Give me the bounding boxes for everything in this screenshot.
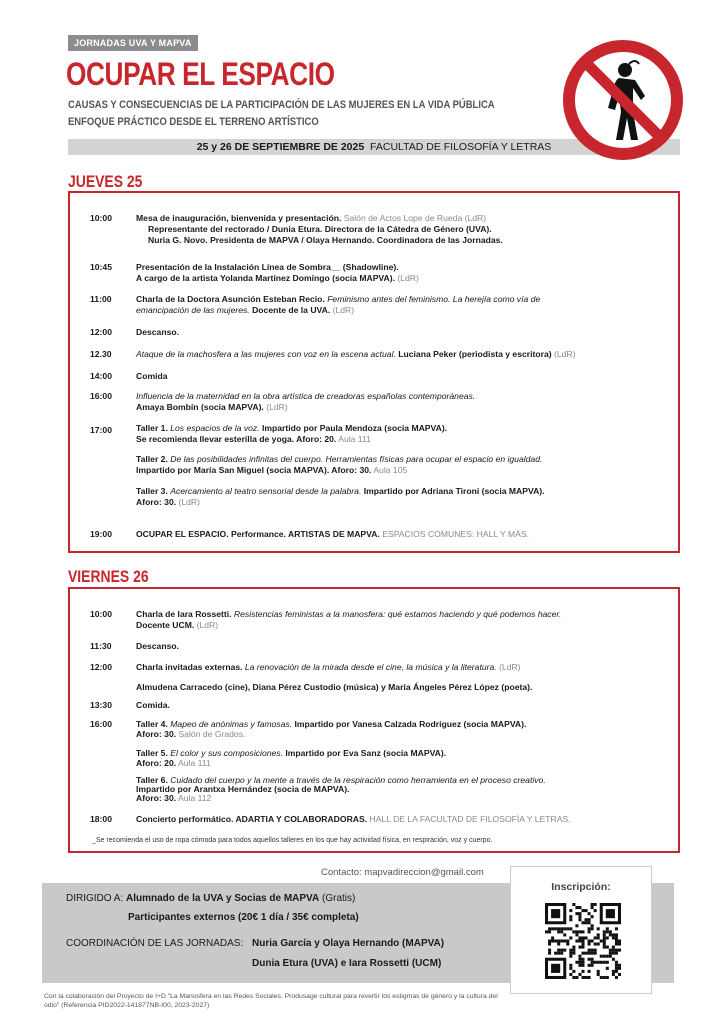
clothing-note: _Se recomienda el uso de ropa cómoda para todos aquellos talleres en los que hay actividad física, en respiración, voz y cuerpo. — [92, 837, 493, 844]
schedule-box-thursday: 10:00 Mesa de inauguración, bienvenida y presentación. Salón de Actos Lope de Rueda (LdR) Representante del rectorado / Dunia Etura. Directora de la Cátedra de Género (UVA). Nuria G. Novo. Presidenta de MAPVA / Olaya Hernando. Coordinadora de las Jornadas. 10:45 Presentación de la Instalación Línea de Sombra__ (Shadowline). A cargo de la artista Yolanda Martínez Domingo (socia MAPVA). (LdR) 11:00 Charla de la Doctora Asunción Esteban Recio. Feminismo antes del feminismo. La herejía como vía de emancipación de las mujeres. Docente de la UVA. (LdR) 12:00 Descanso. 12.30 Ataque de la machosfera a las mujeres con voz en la escena actual. Luciana Peker (periodista y escritora) (LdR) 14:00 Comida 16:00 Influencia de la maternidad en la obra artística de creadoras españolas contemporáneas. Amaya Bombín (socia MAPVA). (LdR) 17:00 Taller 1. Los espacios de la voz. Impartido por Paula Mendoza (socia MAPVA). Se recomienda llevar esterilla de yoga. Aforo: 20. Aula 111 Taller 2. De las posibilidades infinitas del cuerpo. Herramientas físicas para ocupar el espacio en igualdad. Impartido por María San Miguel (socia MAPVA). Aforo: 30. Aula 105 Taller 3. Acercamiento al teatro sensorial desde la palabra. Impartido por Adriana Tironi (socia MAPVA). Aforo: 30. (LdR) 19:00 OCUPAR EL ESPACIO. Performance. ARTISTAS DE MAPVA. ESPACIOS COMUNES: HALL Y MÁS. — [68, 191, 680, 553]
directed-value: Alumnado de la UVA y Socias de MAPVA — [126, 893, 320, 904]
directed-label: DIRIGIDO A: — [66, 893, 124, 904]
inscription-label: Inscripción: — [551, 881, 611, 893]
contact-email[interactable]: Contacto: mapvadireccion@gmail.com — [321, 867, 484, 878]
registration-qr-code[interactable] — [545, 903, 621, 979]
event-tag: JORNADAS UVA Y MAPVA — [68, 35, 198, 51]
schedule-box-friday: 10:00 Charla de Iara Rossetti. Resistencias feministas a la manosfera: qué estamos haciendo y qué podemos hacer. Docente UCM. (LdR) 11:30 Descanso. 12:00 Charla invitadas externas. La renovación de la mirada desde el cine, la música y la literatura. (LdR) Almudena Carracedo (cine), Diana Pérez Custodio (música) y María Ángeles Pérez López (poeta). 13:30 Comida. 16:00 Taller 4. Mapeo de anónimas y famosas. Impartido por Vanesa Calzada Rodríguez (socia MAPVA). Aforo: 30. Salón de Grados. Taller 5. El color y sus composiciones. Impartido por Eva Sanz (socia MAPVA). Aforo: 20. Aula 111 Taller 6. Cuidado del cuerpo y la mente a través de la respiración como herramienta en el proceso creativo. Impartido por Arantxa Hernández (socia de MAPVA). Aforo: 30. Aula 112 18:00 Concierto performático. ADARTIA Y COLABORADORAS. HALL DE LA FACULTAD DE FILOSOFÍA Y LETRAS. _Se recomienda el uso de ropa cómoda para todos aquellos talleres en los que hay actividad física, en respiración, voz y cuerpo. — [68, 587, 680, 853]
subtitle-approach: ENFOQUE PRÁCTICO DESDE EL TERRENO ARTÍSTICO — [68, 116, 319, 128]
page-title: OCUPAR EL ESPACIO — [66, 56, 335, 92]
external-fee: Participantes externos (20€ 1 día / 35€ completa) — [128, 912, 359, 923]
inscription-panel — [510, 866, 652, 994]
subtitle-causes: CAUSAS Y CONSECUENCIAS DE LA PARTICIPACIÓN DE LAS MUJERES EN LA VIDA PÚBLICA — [68, 99, 495, 111]
no-entry-figure-logo — [561, 38, 685, 162]
coordination-label: COORDINACIÓN DE LAS JORNADAS: — [66, 938, 244, 949]
footer-credit: Con la colaboración del Proyecto de I+D "La Manosfera en las Redes Sociales. Produsage cultural para revertir los estigmas de género y la cultura del odio" (Referencia PID2022-141877NB-I00, 2023-2027) — [44, 993, 498, 1009]
directed-free: (Gratis) — [322, 893, 356, 904]
coordinators-1: Nuria García y Olaya Hernando (MAPVA) — [252, 938, 445, 949]
event-dates: 25 y 26 DE SEPTIEMBRE DE 2025 — [196, 141, 365, 153]
day-heading-thursday: JUEVES 25 — [68, 172, 143, 191]
event-venue: FACULTAD DE FILOSOFÍA Y LETRAS — [370, 141, 552, 153]
coordinators-2: Dunia Etura (UVA) e Iara Rossetti (UCM) — [252, 958, 442, 969]
day-heading-friday: VIERNES 26 — [68, 567, 149, 586]
